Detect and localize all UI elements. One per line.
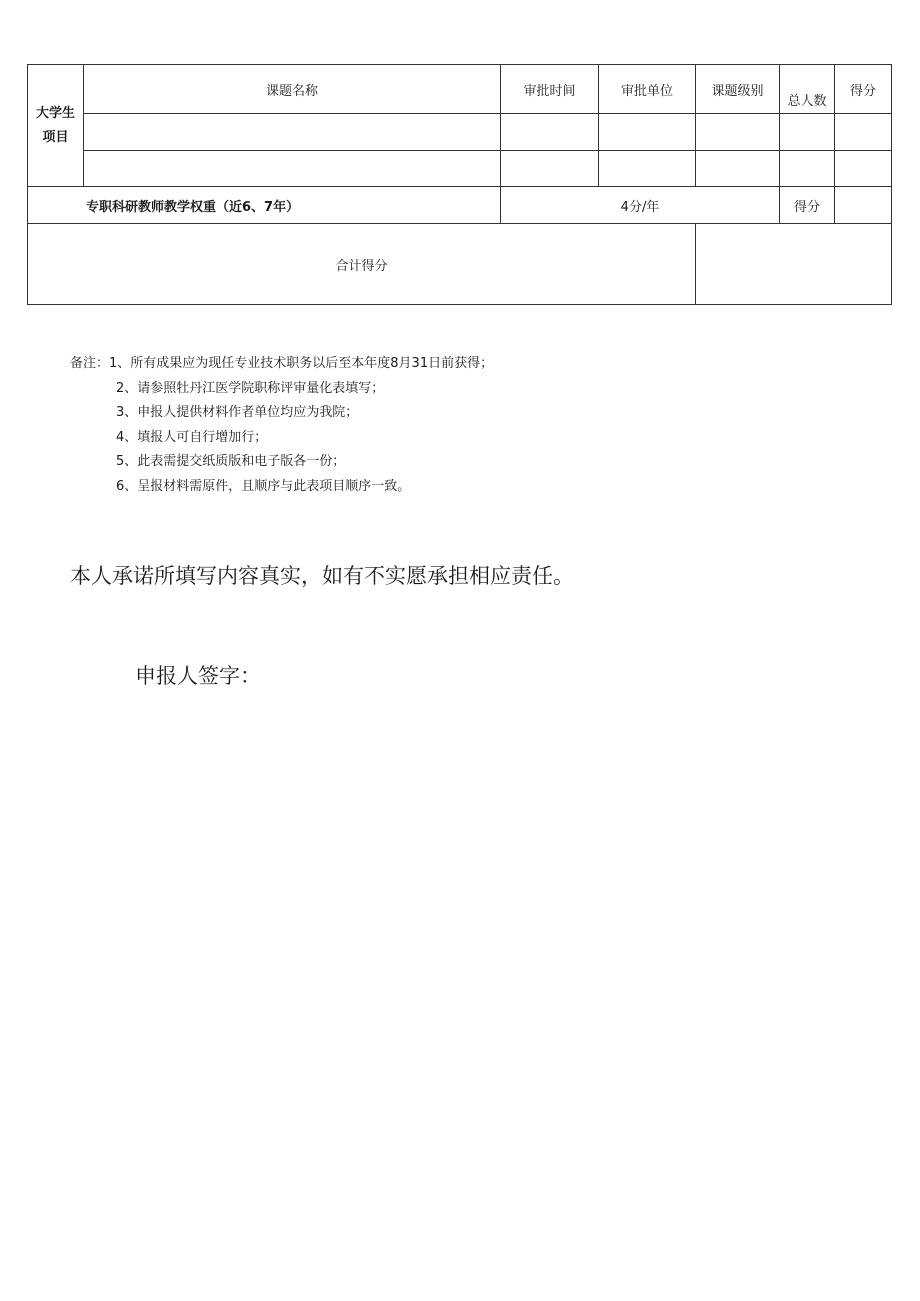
note-text: 1、所有成果应为现任专业技术职务以后至本年度8月31日前获得；: [109, 356, 494, 371]
table-header-row: [28, 65, 892, 114]
header-score: 得分: [835, 65, 892, 114]
table-row: [28, 151, 892, 187]
cell-score[interactable]: [835, 114, 892, 151]
total-score-cell[interactable]: [696, 224, 892, 305]
note-item: 3、申报人提供材料作者单位均应为我院；: [116, 405, 359, 421]
weight-value: 4分/年: [501, 187, 780, 224]
note-item: 4、填报人可自行增加行；: [116, 429, 268, 445]
cell-total-people[interactable]: [780, 151, 835, 187]
header-approval-unit: 审批单位: [599, 65, 696, 114]
cell-approval-time[interactable]: [501, 114, 599, 151]
cell-topic-level[interactable]: [696, 114, 780, 151]
pledge-statement: 本人承诺所填写内容真实，如有不实愿承担相应责任。: [70, 564, 574, 588]
cell-topic-level[interactable]: [696, 151, 780, 187]
note-item: 2、请参照牡丹江医学院职称评审量化表填写；: [116, 380, 385, 396]
header-total-people: 总人数: [780, 65, 835, 114]
header-topic-level: 课题级别: [696, 65, 780, 114]
total-row: [28, 224, 892, 305]
section-label-cell: [28, 65, 84, 187]
score-form-table: [27, 64, 892, 305]
table-row: [28, 114, 892, 151]
cell-score[interactable]: [835, 151, 892, 187]
notes-list: [70, 352, 493, 500]
signature-label: 申报人签字：: [135, 664, 261, 688]
weight-row: [28, 187, 892, 224]
cell-approval-unit[interactable]: [599, 114, 696, 151]
section-label-line1: 大学生: [35, 105, 75, 121]
note-item: 6、呈报材料需原件，且顺序与此表项目顺序一致。: [116, 478, 411, 494]
total-label: 合计得分: [28, 224, 696, 305]
cell-total-people[interactable]: [780, 114, 835, 151]
weight-score-label: 得分: [780, 187, 835, 224]
cell-topic-name[interactable]: [84, 151, 501, 187]
cell-approval-unit[interactable]: [599, 151, 696, 187]
section-label-line2: 项目: [42, 129, 69, 145]
weight-score-cell[interactable]: [835, 187, 892, 224]
weight-label: 专职科研教师教学权重（近6、7年）: [28, 187, 501, 224]
cell-topic-name[interactable]: [84, 114, 501, 151]
header-topic-name: 课题名称: [84, 65, 501, 114]
notes-prefix: 备注：: [70, 356, 110, 371]
header-approval-time: 审批时间: [501, 65, 599, 114]
cell-approval-time[interactable]: [501, 151, 599, 187]
note-item: 5、此表需提交纸质版和电子版各一份；: [116, 454, 346, 470]
note-item: [70, 352, 493, 377]
